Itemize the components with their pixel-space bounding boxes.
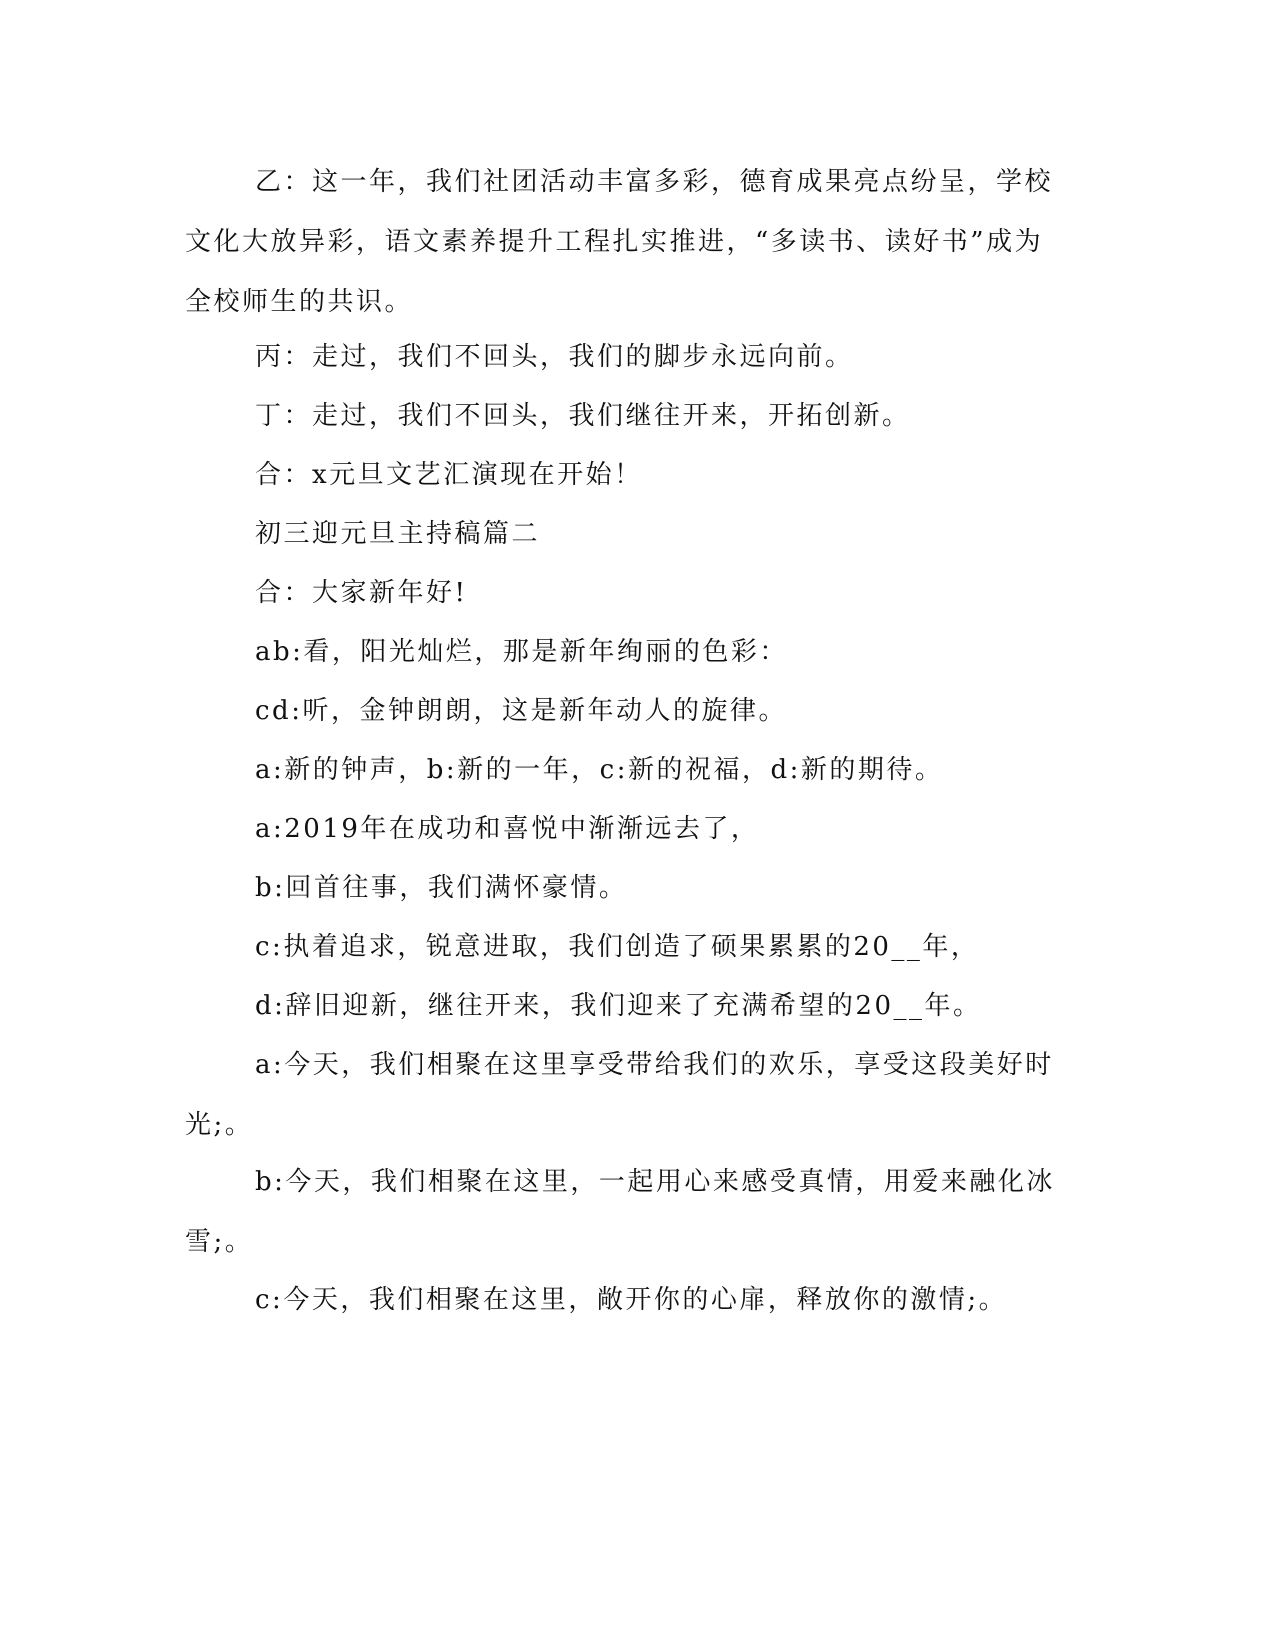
paragraph-a-2019: a:2019年在成功和喜悦中渐渐远去了， <box>255 814 760 844</box>
paragraph-he-greeting: 合：大家新年好! <box>255 578 468 608</box>
paragraph-a-today: a:今天，我们相聚在这里享受带给我们的欢乐，享受这段美好时光;。 <box>185 1050 1054 1140</box>
section-heading: 初三迎元旦主持稿篇二 <box>255 519 541 549</box>
paragraph-cd: cd:听，金钟朗朗，这是新年动人的旋律。 <box>255 696 787 726</box>
paragraph-he-start: 合：x元旦文艺汇演现在开始！ <box>255 460 643 490</box>
paragraph-abcd: a:新的钟声，b:新的一年，c:新的祝福，d:新的期待。 <box>255 755 944 785</box>
paragraph-ding: 丁：走过，我们不回头，我们继往开来，开拓创新。 <box>255 401 911 431</box>
paragraph-b-review: b:回首往事，我们满怀豪情。 <box>255 873 628 903</box>
paragraph-bing: 丙：走过，我们不回头，我们的脚步永远向前。 <box>255 342 854 372</box>
paragraph-yi: 乙：这一年，我们社团活动丰富多彩，德育成果亮点纷呈，学校文化大放异彩，语文素养提升工程扎实推进，“多读书、读好书”成为全校师生的共识。 <box>185 167 1054 317</box>
paragraph-b-today: b:今天，我们相聚在这里，一起用心来感受真情，用爱来融化冰雪;。 <box>185 1167 1055 1257</box>
paragraph-ab: ab:看，阳光灿烂，那是新年绚丽的色彩： <box>255 637 788 667</box>
paragraph-c-today: c:今天，我们相聚在这里，敞开你的心扉，释放你的激情;。 <box>255 1285 1008 1315</box>
paragraph-c-pursuit: c:执着追求，锐意进取，我们创造了硕果累累的20__年， <box>255 932 980 962</box>
paragraph-d-new-year: d:辞旧迎新，继往开来，我们迎来了充满希望的20__年。 <box>255 991 982 1021</box>
